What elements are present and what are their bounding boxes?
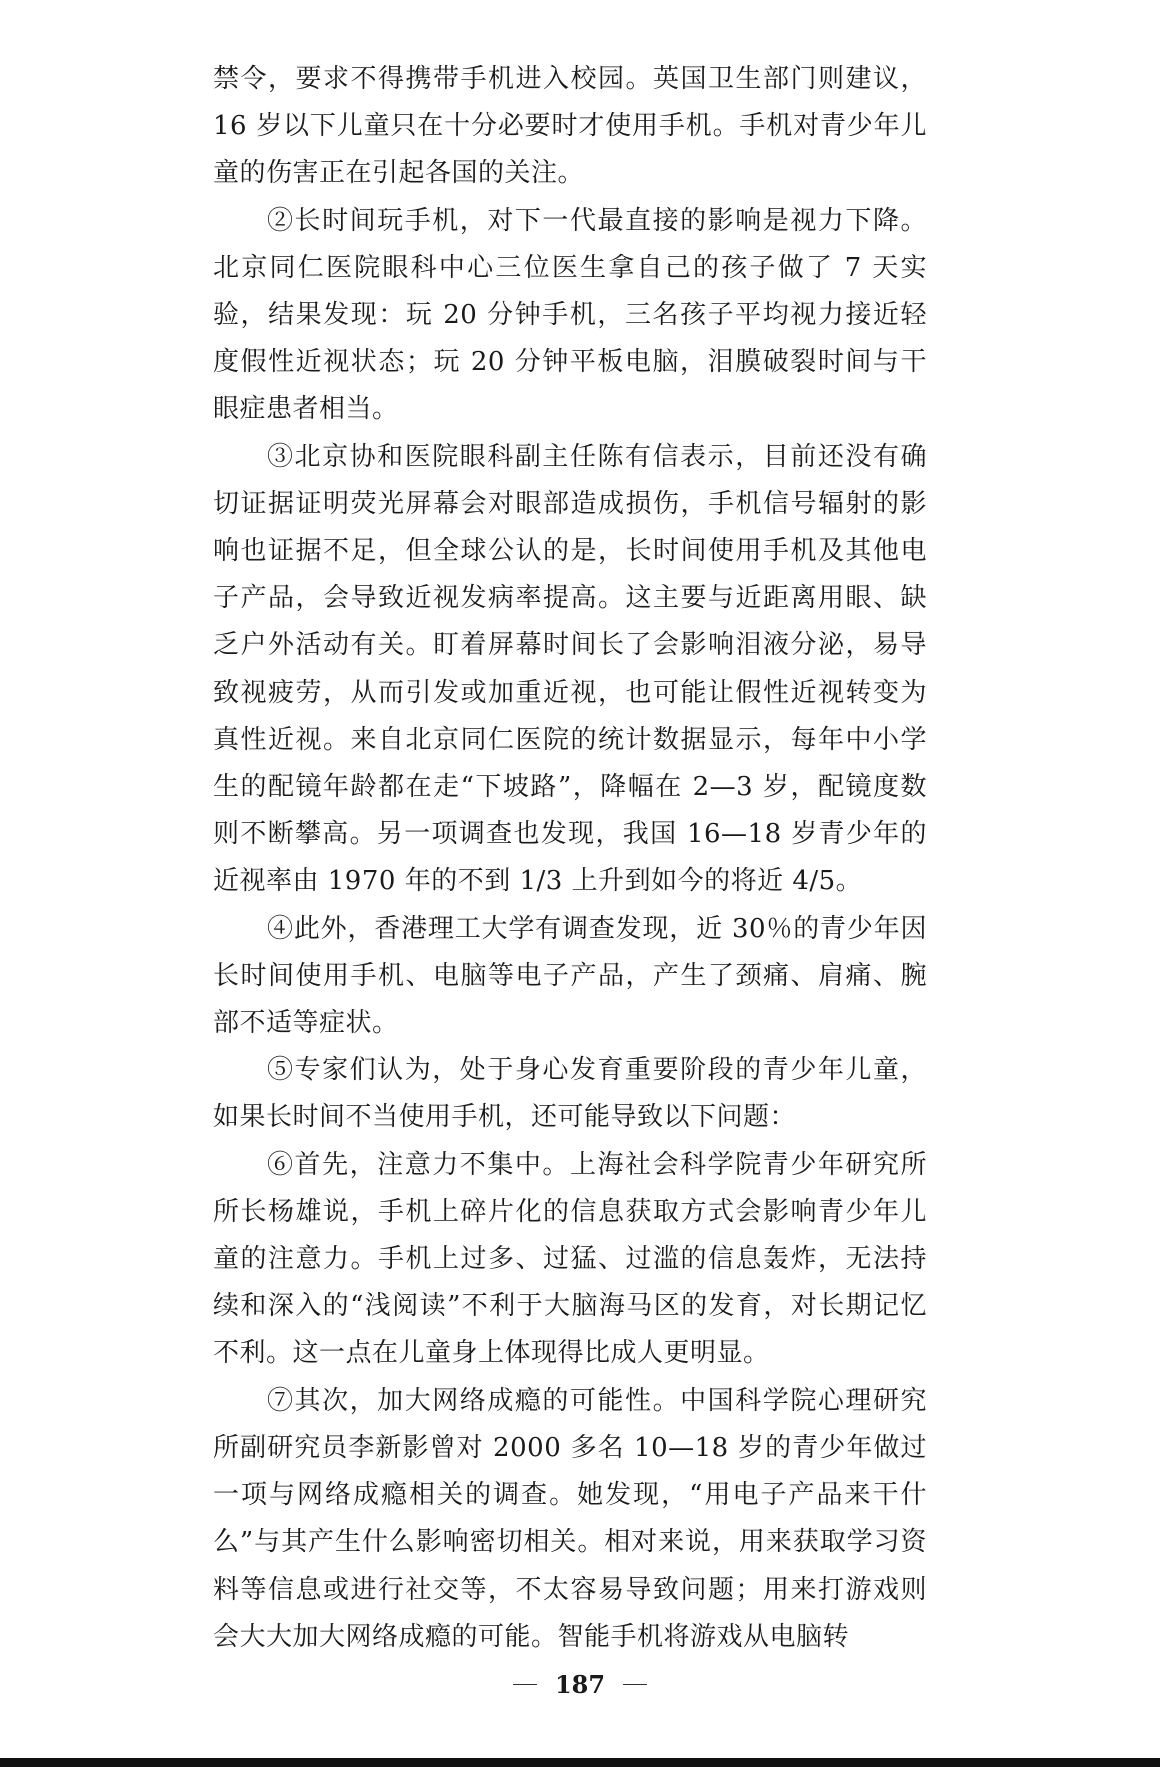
paragraph-7: ⑦其次，加大网络成瘾的可能性。中国科学院心理研究所副研究员李新影曾对 2000 多名 10—18 岁的青少年做过一项与网络成瘾相关的调查。她发现，“用电子产品来干什么”与其产生什么影响密切相关。相对来说，用来获取学习资料等信息或进行社交等，不太容易导致问题；用来打游戏则会大大加大网络成瘾的可能。智能手机将游戏从电脑转 — [213, 1385, 927, 1652]
paragraph-6: ⑥首先，注意力不集中。上海社会科学院青少年研究所所长杨雄说，手机上碎片化的信息获取方式会影响青少年儿童的注意力。手机上过多、过猛、过滥的信息轰炸，无法持续和深入的“浅阅读”不利于大脑海马区的发育，对长期记忆不利。这一点在儿童身上体现得比成人更明显。 — [213, 1149, 927, 1369]
footer-dash-left — [513, 1684, 537, 1685]
page-number: 187 — [554, 1670, 606, 1699]
page-footer — [0, 1670, 1160, 1699]
footer-dash-right — [623, 1684, 647, 1685]
paragraph-3: ③北京协和医院眼科副主任陈有信表示，目前还没有确切证据证明荧光屏幕会对眼部造成损伤，手机信号辐射的影响也证据不足，但全球公认的是，长时间使用手机及其他电子产品，会导致近视发病率提高。这主要与近距离用眼、缺乏户外活动有关。盯着屏幕时间长了会影响泪液分泌，易导致视疲劳，从而引发或加重近视，也可能让假性近视转变为真性近视。来自北京同仁医院的统计数据显示，每年中小学生的配镜年龄都在走“下坡路”，降幅在 2—3 岁，配镜度数则不断攀高。另一项调查也发现，我国 16—18 岁青少年的近视率由 1970 年的不到 1/3 上升到如今的将近 4/5。 — [213, 441, 927, 897]
paragraph-5: ⑤专家们认为，处于身心发育重要阶段的青少年儿童，如果长时间不当使用手机，还可能导致以下问题： — [213, 1055, 927, 1133]
bottom-border-bar — [0, 1758, 1160, 1767]
paragraph-4: ④此外，香港理工大学有调查发现，近 30％的青少年因长时间使用手机、电脑等电子产品，产生了颈痛、肩痛、腕部不适等症状。 — [213, 913, 927, 1039]
page-body — [213, 56, 927, 1661]
paragraph-continuation: 禁令，要求不得携带手机进入校园。英国卫生部门则建议，16 岁以下儿童只在十分必要时才使用手机。手机对青少年儿童的伤害正在引起各国的关注。 — [213, 64, 927, 189]
paragraph-2: ②长时间玩手机，对下一代最直接的影响是视力下降。北京同仁医院眼科中心三位医生拿自己的孩子做了 7 天实验，结果发现：玩 20 分钟手机，三名孩子平均视力接近轻度假性近视状态；玩 20 分钟平板电脑，泪膜破裂时间与干眼症患者相当。 — [213, 205, 927, 425]
